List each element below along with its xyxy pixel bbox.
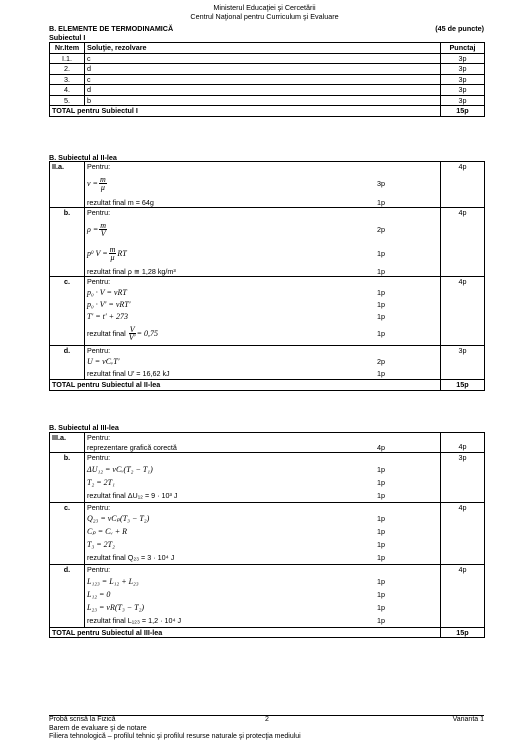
partial-points: 1p bbox=[377, 299, 385, 309]
pentru-label: Pentru: bbox=[87, 502, 111, 512]
partial-points: 1p bbox=[377, 328, 385, 338]
partial-points: 1p bbox=[377, 266, 385, 276]
formula-text: p₀ · V = νRT bbox=[87, 287, 127, 297]
item-row-d bbox=[50, 345, 485, 380]
subject-3-table bbox=[49, 432, 485, 638]
numerator: m bbox=[109, 245, 116, 254]
total-points: 15p bbox=[441, 627, 485, 638]
item-number: II.a. bbox=[50, 162, 85, 208]
item-total: 4p bbox=[441, 433, 485, 453]
final-text: rezultat final U′ = 16,62 kJ bbox=[87, 369, 170, 378]
total-label: TOTAL pentru Subiectul I bbox=[50, 106, 441, 117]
item-total: 4p bbox=[441, 565, 485, 628]
formula-text: T′ = t′ + 273 bbox=[87, 311, 128, 321]
final-text: rezultat final ΔU₁₂ = 9 · 10³ J bbox=[87, 490, 178, 500]
formula-line bbox=[87, 463, 438, 476]
answer: d bbox=[85, 85, 441, 96]
formula-line bbox=[87, 299, 438, 311]
partial-points: 1p bbox=[377, 589, 385, 599]
partial-points: 1p bbox=[377, 576, 385, 586]
final-text: rezultat final m = 64g bbox=[87, 197, 154, 207]
solution-cell bbox=[85, 453, 441, 503]
final-result bbox=[87, 614, 438, 627]
points: 3p bbox=[441, 53, 485, 64]
subject-2-title: B. Subiectul al II-lea bbox=[49, 153, 117, 162]
item-row-a bbox=[50, 433, 485, 453]
partial-points: 1p bbox=[377, 602, 385, 612]
denominator: μ bbox=[100, 183, 105, 192]
formula-nu bbox=[87, 172, 438, 196]
total-points: 15p bbox=[441, 380, 485, 391]
formula-line bbox=[87, 575, 438, 588]
denominator: V′ bbox=[128, 333, 136, 342]
total-points: 15p bbox=[441, 106, 485, 117]
final-result bbox=[87, 551, 438, 564]
section-points: (45 de puncte) bbox=[435, 24, 484, 33]
formula-line bbox=[87, 311, 438, 323]
table-row bbox=[50, 95, 485, 106]
final-result bbox=[87, 489, 438, 502]
item-number: 4. bbox=[50, 85, 85, 96]
pentru-label: Pentru: bbox=[87, 433, 111, 442]
pentru-label: Pentru: bbox=[87, 453, 111, 462]
denominator: V bbox=[100, 229, 106, 238]
pentru-label: Pentru: bbox=[87, 277, 111, 286]
partial-points: 2p bbox=[377, 357, 385, 366]
item-number: III.a. bbox=[50, 433, 85, 453]
table-row bbox=[50, 64, 485, 75]
points: 3p bbox=[441, 74, 485, 85]
item-number: b. bbox=[50, 208, 85, 277]
item-number: 3. bbox=[50, 74, 85, 85]
partial-points: 1p bbox=[377, 197, 385, 207]
col-header-points: Punctaj bbox=[441, 43, 485, 54]
formula-text: L₁₂ = 0 bbox=[87, 589, 111, 599]
ministry-name: Ministerul Educaţiei şi Cercetării bbox=[213, 3, 316, 12]
center-name: Centrul Naţional pentru Curriculum şi Evaluare bbox=[190, 12, 339, 21]
solution-cell bbox=[85, 208, 441, 277]
fraction bbox=[99, 176, 107, 191]
pentru-label: Pentru: bbox=[87, 565, 111, 574]
fraction bbox=[99, 222, 107, 237]
table-row bbox=[50, 85, 485, 96]
formula-sub: 0 bbox=[91, 250, 94, 256]
formula-line bbox=[87, 538, 438, 551]
formula-text: L₁₂₃ = L₁₂ + L₂₃ bbox=[87, 576, 139, 586]
item-number: d. bbox=[50, 345, 85, 380]
final-result bbox=[87, 198, 438, 208]
final-text: rezultat final ρ ≅ 1,28 kg/m³ bbox=[87, 266, 176, 276]
section-title bbox=[49, 24, 484, 33]
subject-2-table bbox=[49, 161, 485, 391]
item-number: 2. bbox=[50, 64, 85, 75]
footer-barem: Barem de evaluare şi de notare bbox=[49, 724, 147, 732]
item-number: c. bbox=[50, 502, 85, 565]
formula-mid: V = bbox=[95, 248, 108, 258]
denominator: μ bbox=[110, 253, 115, 262]
footer-filiera: Filiera tehnologică – profilul tehnic şi profilul resurse naturale şi protecţia mediului bbox=[49, 733, 301, 741]
item-total: 4p bbox=[441, 502, 485, 565]
fraction bbox=[109, 246, 117, 261]
partial-points: 1p bbox=[377, 248, 385, 258]
solution-cell bbox=[85, 345, 441, 380]
formula-text: T₂ = 2T₁ bbox=[87, 477, 115, 487]
formula-line bbox=[87, 355, 438, 368]
partial-points: 1p bbox=[377, 540, 385, 549]
formula-line bbox=[87, 476, 438, 489]
item-total: 4p bbox=[441, 208, 485, 277]
item-row-d bbox=[50, 565, 485, 628]
partial-points: 1p bbox=[377, 464, 385, 474]
partial-points: 3p bbox=[377, 178, 385, 188]
final-result bbox=[87, 368, 438, 379]
numerator: V bbox=[129, 325, 135, 334]
item-row-c bbox=[50, 502, 485, 565]
partial-points: 1p bbox=[377, 369, 385, 378]
answer: b bbox=[85, 95, 441, 106]
total-row bbox=[50, 627, 485, 638]
points: 3p bbox=[441, 95, 485, 106]
solution-cell bbox=[85, 277, 441, 346]
subject-3-title: B. Subiectul al III-lea bbox=[49, 423, 119, 432]
formula-line bbox=[87, 601, 438, 614]
fraction bbox=[129, 326, 136, 341]
solution-cell bbox=[85, 433, 441, 453]
total-row bbox=[50, 106, 485, 117]
total-row bbox=[50, 380, 485, 391]
answer: d bbox=[85, 64, 441, 75]
partial-points: 1p bbox=[377, 490, 385, 500]
points: 3p bbox=[441, 64, 485, 75]
item-total: 3p bbox=[441, 345, 485, 380]
subject-1-title: Subiectul I bbox=[49, 33, 86, 42]
answer: c bbox=[85, 53, 441, 64]
document-header bbox=[0, 3, 529, 21]
formula-text: L₂₃ = νR(T₃ − T₂) bbox=[87, 602, 145, 612]
solution-cell bbox=[85, 502, 441, 565]
numerator: m bbox=[99, 175, 106, 184]
item-row-b bbox=[50, 208, 485, 277]
final-text: rezultat final bbox=[87, 328, 126, 338]
formula-line bbox=[87, 525, 438, 538]
numerator: m bbox=[100, 221, 107, 230]
partial-points: 2p bbox=[377, 224, 385, 234]
item-number: b. bbox=[50, 453, 85, 503]
partial-points: 1p bbox=[377, 553, 385, 562]
partial-points: 1p bbox=[377, 287, 385, 297]
formula-line bbox=[87, 287, 438, 299]
final-result bbox=[87, 267, 438, 277]
formula-text: Cₚ = Cᵥ + R bbox=[87, 527, 128, 536]
points: 3p bbox=[441, 85, 485, 96]
formula-rhs: RT bbox=[117, 248, 127, 258]
formula-text: ΔU₁₂ = νCᵥ(T₂ − T₁) bbox=[87, 464, 153, 474]
variant-label: Varianta 1 bbox=[452, 716, 484, 723]
item-total: 4p bbox=[441, 277, 485, 346]
table-row bbox=[50, 74, 485, 85]
partial-points: 1p bbox=[377, 477, 385, 487]
item-number: d. bbox=[50, 565, 85, 628]
formula-ideal-gas bbox=[87, 242, 438, 266]
answer: c bbox=[85, 74, 441, 85]
subject-1-table bbox=[49, 42, 485, 117]
col-header-solution: Soluţie, rezolvare bbox=[85, 43, 441, 54]
item-total: 4p bbox=[441, 162, 485, 208]
formula-text: p₀ · V′ = νRT′ bbox=[87, 299, 131, 309]
pentru-label: Pentru: bbox=[87, 208, 111, 217]
formula-rho bbox=[87, 218, 438, 242]
final-result bbox=[87, 323, 438, 345]
formula-p: p bbox=[87, 248, 91, 258]
table-row bbox=[50, 53, 485, 64]
item-row-b bbox=[50, 453, 485, 503]
pentru-label: Pentru: bbox=[87, 345, 111, 355]
partial-points: 1p bbox=[377, 615, 385, 625]
col-header-item: Nr.Item bbox=[50, 43, 85, 54]
partial-points: 4p bbox=[377, 442, 385, 452]
final-text: rezultat final L₁₂₃ = 1,2 · 10⁴ J bbox=[87, 615, 182, 625]
item-total: 3p bbox=[441, 453, 485, 503]
formula-lhs: ν = bbox=[87, 178, 98, 188]
total-label: TOTAL pentru Subiectul al III-lea bbox=[50, 627, 441, 638]
final-text: rezultat final Q₂₃ = 3 · 10⁴ J bbox=[87, 553, 175, 562]
item-number: I.1. bbox=[50, 53, 85, 64]
final-value: = 0,75 bbox=[136, 328, 159, 338]
item-number: 5. bbox=[50, 95, 85, 106]
item-number: c. bbox=[50, 277, 85, 346]
solution-cell bbox=[85, 162, 441, 208]
partial-points: 1p bbox=[377, 527, 385, 536]
item-row-a bbox=[50, 162, 485, 208]
pentru-label: Pentru: bbox=[87, 162, 111, 171]
solution-cell bbox=[85, 565, 441, 628]
footer bbox=[49, 716, 484, 742]
formula-text: reprezentare grafică corectă bbox=[87, 442, 177, 452]
page-number: 2 bbox=[265, 716, 269, 723]
partial-points: 1p bbox=[377, 311, 385, 321]
footer-exam: Probă scrisă la Fizică bbox=[49, 716, 116, 723]
formula-text: T₃ = 2T₂ bbox=[87, 540, 115, 549]
total-label: TOTAL pentru Subiectul al II-lea bbox=[50, 380, 441, 391]
formula-text: U = νCᵥT′ bbox=[87, 357, 120, 366]
formula-line bbox=[87, 588, 438, 601]
item-row-c bbox=[50, 277, 485, 346]
formula-text: Q₂₃ = νCₚ(T₃ − T₂) bbox=[87, 514, 150, 523]
partial-points: 1p bbox=[377, 514, 385, 523]
formula-lhs: ρ = bbox=[87, 224, 99, 234]
formula-line bbox=[87, 512, 438, 525]
section-title-text: B. ELEMENTE DE TERMODINAMICĂ bbox=[49, 24, 174, 33]
formula-line bbox=[87, 443, 438, 453]
